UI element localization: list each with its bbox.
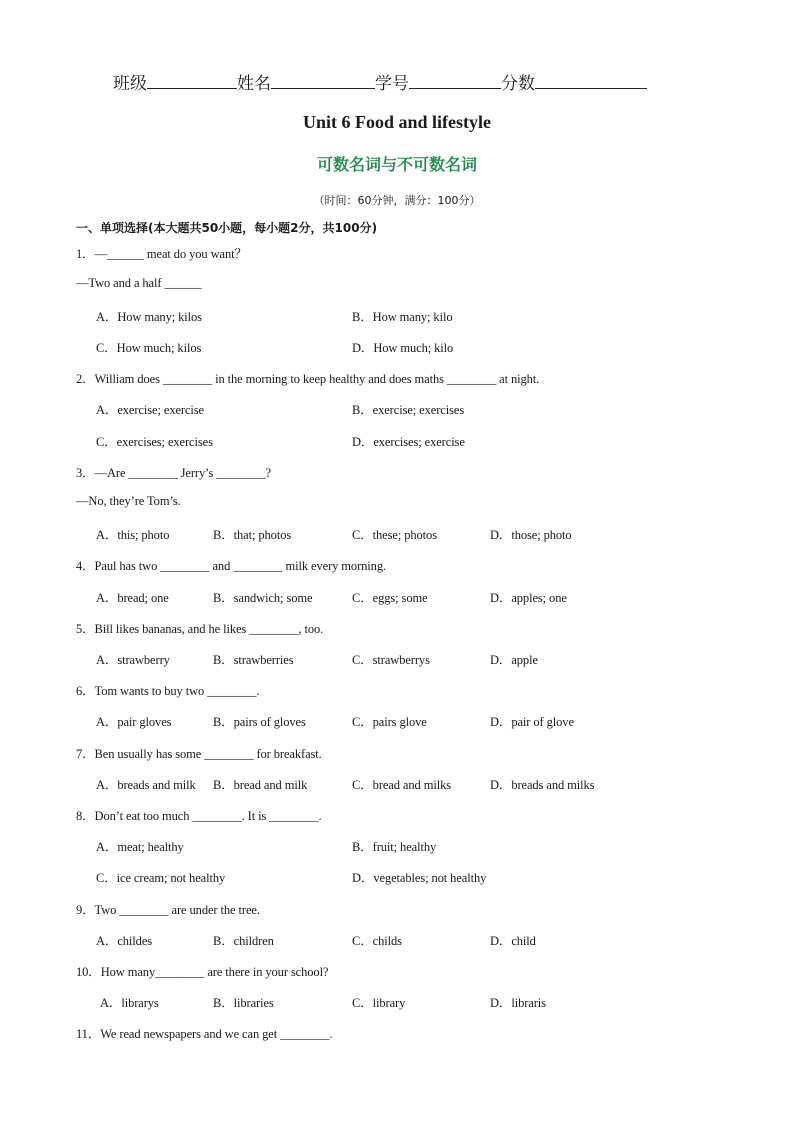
page-title: Unit 6 Food and lifestyle <box>302 112 491 132</box>
question-4-stem: 4．Paul has two ________ and ________ milk every morning. <box>76 559 386 573</box>
question-11-stem: 11．We read newspapers and we can get ________. <box>76 1027 333 1041</box>
class-blank <box>147 70 237 89</box>
question-4-option-d: D．apples; one <box>490 591 567 605</box>
question-9-stem: 9．Two ________ are under the tree. <box>76 903 260 917</box>
question-2-option-b: B．exercise; exercises <box>352 403 465 417</box>
question-7-option-d: D．breads and milks <box>490 778 595 792</box>
question-5-option-b: B．strawberries <box>213 653 294 667</box>
page-subtitle: 可数名词与不可数名词 <box>316 155 477 174</box>
question-1-dialog: —Two and a half ______ <box>76 276 202 290</box>
score-blank <box>535 70 647 89</box>
question-9-option-b: B．children <box>213 934 274 948</box>
student-id-label: 学号 <box>375 74 409 94</box>
question-1-option-d: D．How much; kilo <box>352 341 454 355</box>
question-9-option-d: D．child <box>490 934 536 948</box>
student-id-blank <box>409 70 501 89</box>
question-5-option-c: C．strawberrys <box>352 653 430 667</box>
question-8-option-d: D．vegetables; not healthy <box>352 871 487 885</box>
question-4-option-c: C．eggs; some <box>352 591 428 605</box>
class-label: 班级 <box>113 74 147 94</box>
question-4-option-b: B．sandwich; some <box>213 591 313 605</box>
question-6-option-a: A．pair gloves <box>96 715 172 729</box>
question-5-stem: 5．Bill likes bananas, and he likes ________, too. <box>76 622 324 636</box>
question-3-option-a: A．this; photo <box>96 528 170 542</box>
question-8-option-a: A．meat; healthy <box>96 840 184 854</box>
question-3-option-c: C．these; photos <box>352 528 437 542</box>
question-6-option-d: D．pair of glove <box>490 715 574 729</box>
question-10-option-b: B．libraries <box>213 996 274 1010</box>
question-2-option-d: D．exercises; exercise <box>352 435 465 449</box>
name-blank <box>271 70 375 89</box>
question-2-stem: 2．William does ________ in the morning to keep healthy and does maths ________ at night. <box>76 372 540 386</box>
name-label: 姓名 <box>237 74 271 94</box>
question-3-stem: 3．—Are ________ Jerry’s ________? <box>76 466 271 480</box>
question-10-stem: 10．How many________ are there in your school? <box>76 965 329 979</box>
section-heading: 一、单项选择(本大题共50小题，每小题2分，共100分) <box>76 221 378 235</box>
question-6-stem: 6．Tom wants to buy two ________. <box>76 684 260 698</box>
question-7-option-a: A．breads and milk <box>96 778 196 792</box>
question-9-option-a: A．childes <box>96 934 153 948</box>
question-2-option-c: C．exercises; exercises <box>96 435 213 449</box>
question-9-option-c: C．childs <box>352 934 402 948</box>
question-8-option-b: B．fruit; healthy <box>352 840 437 854</box>
question-1-option-c: C．How much; kilos <box>96 341 202 355</box>
question-10-option-d: D．libraris <box>490 996 546 1010</box>
question-6-option-b: B．pairs of gloves <box>213 715 306 729</box>
question-5-option-a: A．strawberry <box>96 653 170 667</box>
question-1-option-a: A．How many; kilos <box>96 310 202 324</box>
question-8-option-c: C．ice cream; not healthy <box>96 871 226 885</box>
question-5-option-d: D．apple <box>490 653 538 667</box>
question-7-option-c: C．bread and milks <box>352 778 451 792</box>
question-7-stem: 7．Ben usually has some ________ for breakfast. <box>76 747 322 761</box>
question-7-option-b: B．bread and milk <box>213 778 308 792</box>
question-8-stem: 8．Don’t eat too much ________. It is ________. <box>76 809 322 823</box>
question-2-option-a: A．exercise; exercise <box>96 403 205 417</box>
question-3-option-b: B．that; photos <box>213 528 292 542</box>
question-4-option-a: A．bread; one <box>96 591 169 605</box>
question-10-option-c: C．library <box>352 996 406 1010</box>
question-6-option-c: C．pairs glove <box>352 715 427 729</box>
exam-meta: （时间：60分钟，满分：100分） <box>313 194 481 207</box>
student-info-header <box>113 69 647 94</box>
question-3-dialog: —No, they’re Tom’s. <box>76 494 181 508</box>
question-1-option-b: B．How many; kilo <box>352 310 453 324</box>
score-label: 分数 <box>501 74 535 94</box>
question-10-option-a: A．librarys <box>100 996 159 1010</box>
question-1-stem: 1．—______ meat do you want？ <box>76 247 247 261</box>
question-3-option-d: D．those; photo <box>490 528 572 542</box>
